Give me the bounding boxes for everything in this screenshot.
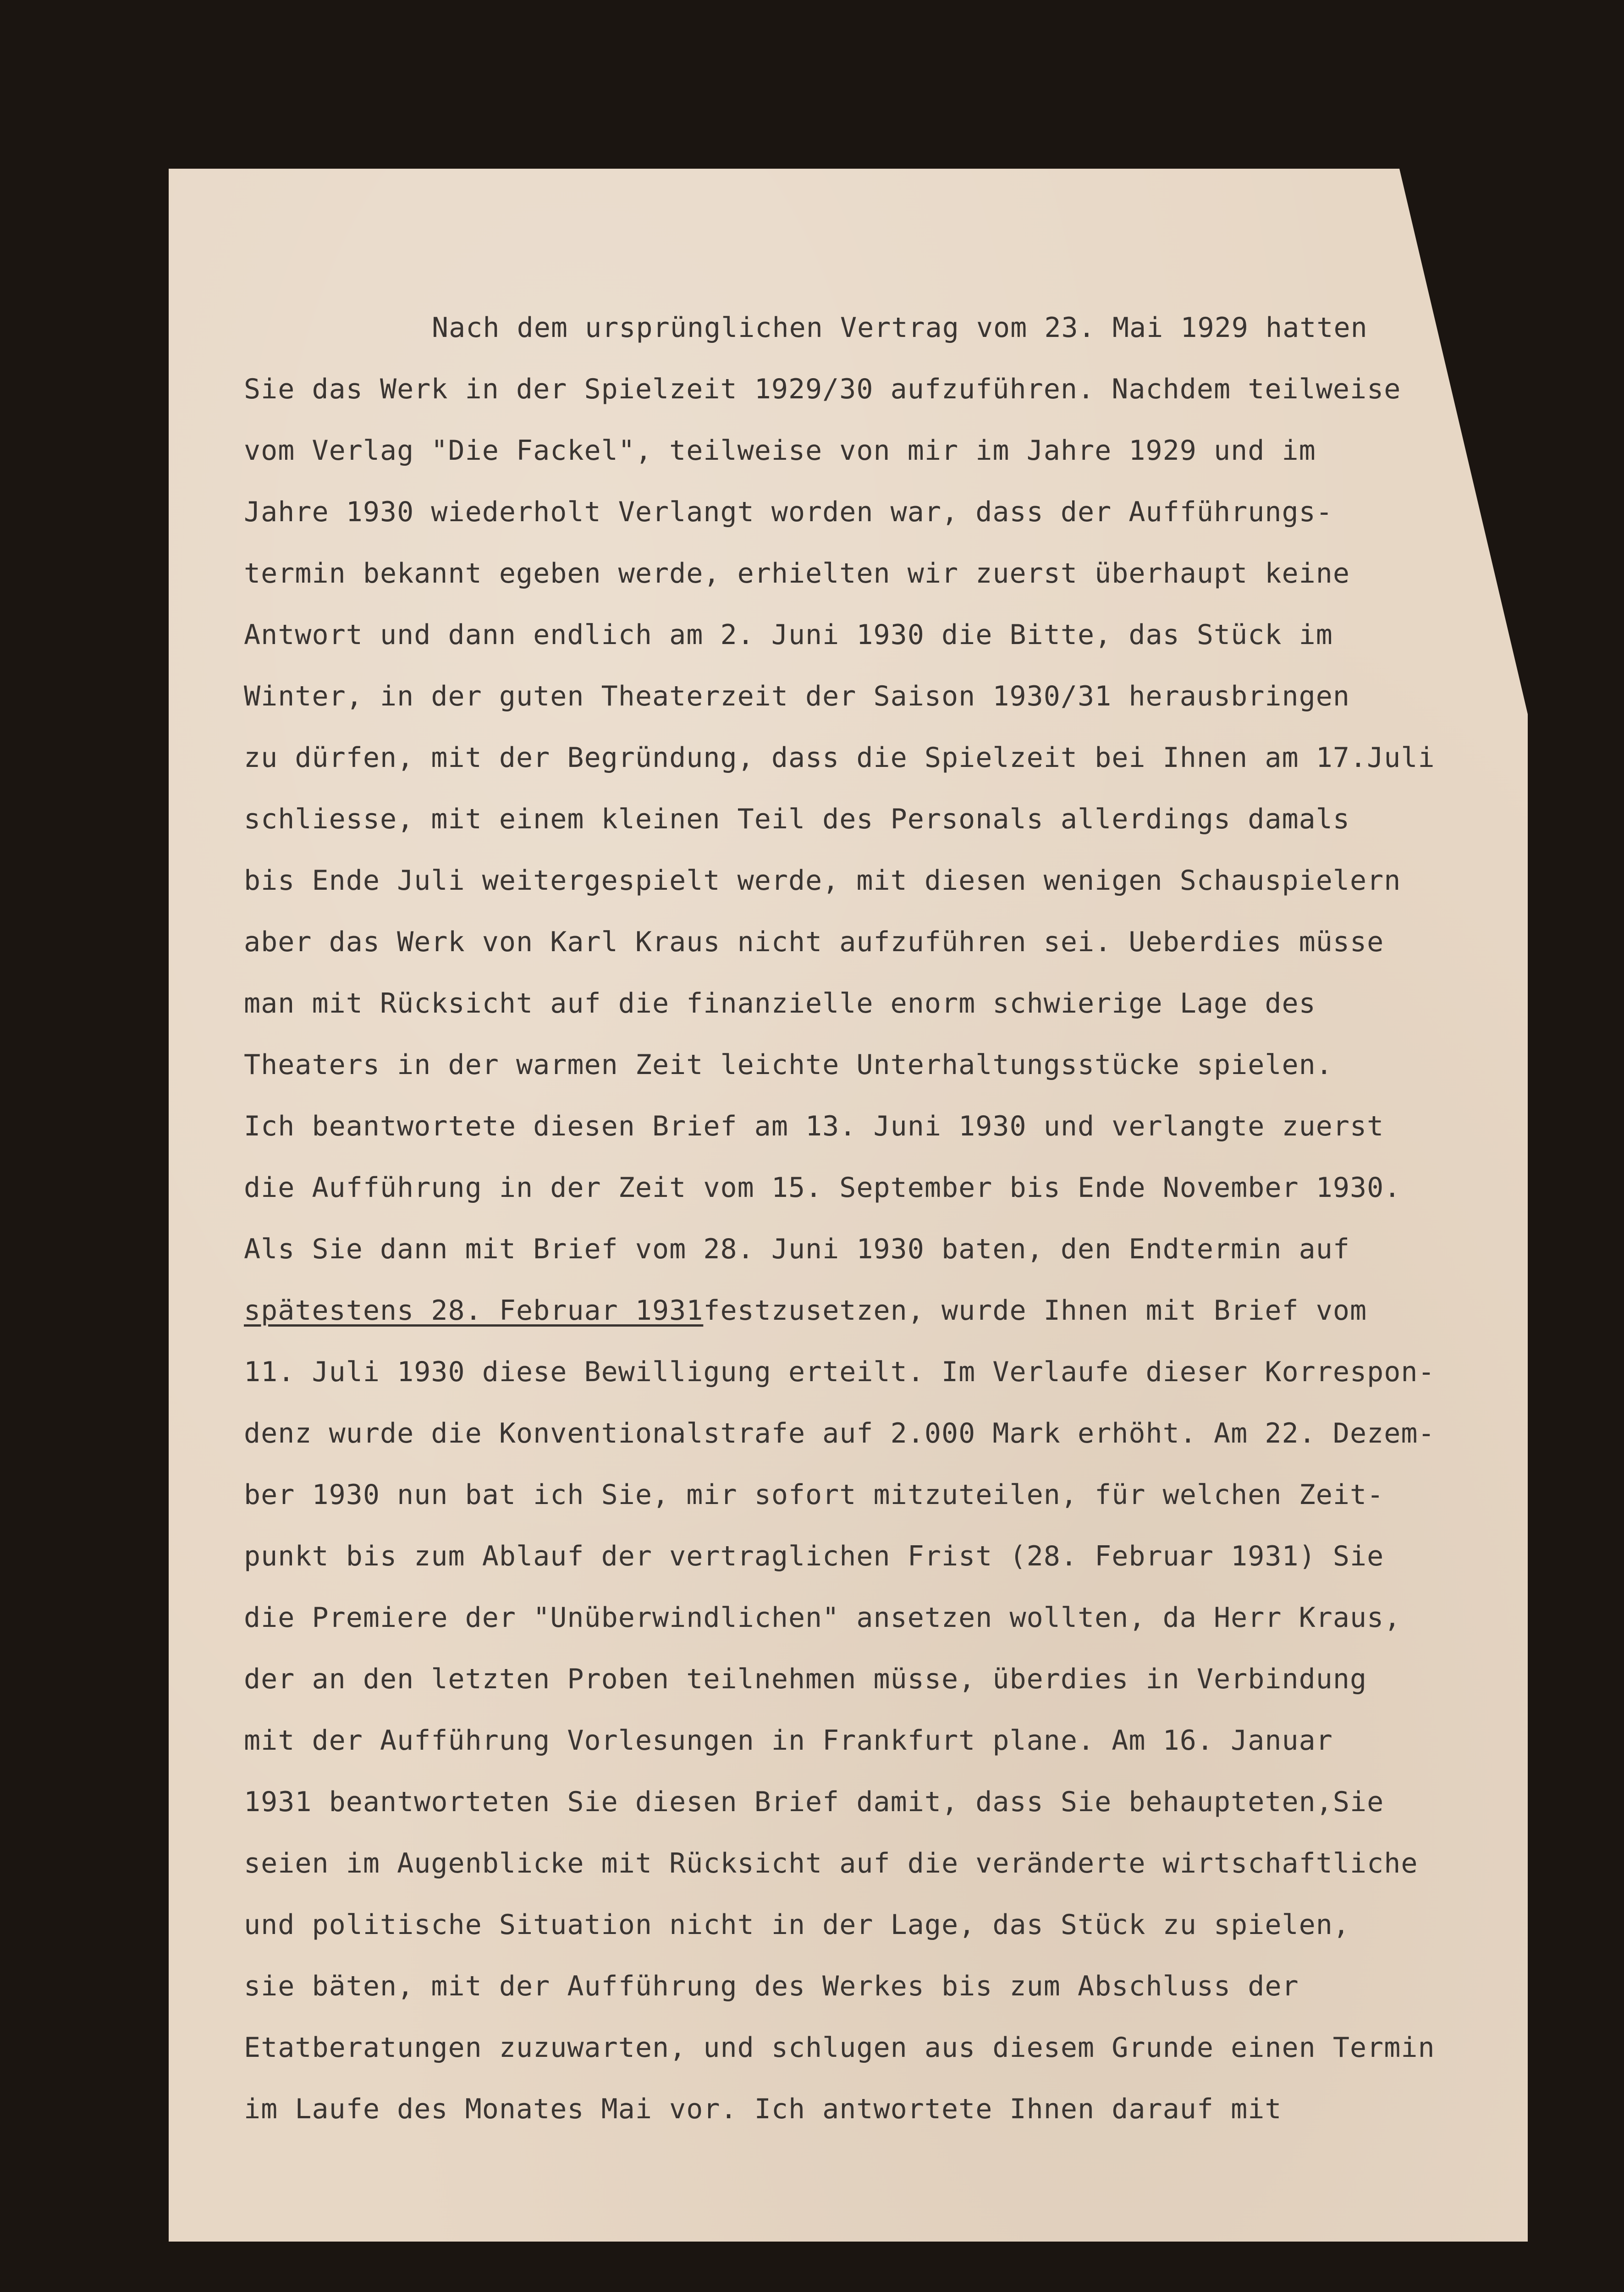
text-line-18: 11. Juli 1930 diese Bewilligung erteilt. Im Verlaufe dieser Korrespon- <box>244 1356 1435 1388</box>
text-line-20: ber 1930 nun bat ich Sie, mir sofort mitzuteilen, für welchen Zeit- <box>244 1479 1384 1511</box>
text-line-27: und politische Situation nicht in der Lage, das Stück zu spielen, <box>244 1909 1350 1941</box>
text-line-19: denz wurde die Konventionalstrafe auf 2.000 Mark erhöht. Am 22. Dezem- <box>244 1417 1435 1449</box>
text-line-17-rest: festzusetzen, wurde Ihnen mit Brief vom <box>703 1295 1367 1327</box>
text-line-21: punkt bis zum Ablauf der vertraglichen Frist (28. Februar 1931) Sie <box>244 1540 1384 1572</box>
text-line-29: Etatberatungen zuzuwarten, und schlugen aus diesem Grunde einen Termin <box>244 2032 1435 2064</box>
text-line-24: mit der Aufführung Vorlesungen in Frankfurt plane. Am 16. Januar <box>244 1725 1333 1757</box>
underlined-deadline: spätestens 28. Februar 1931 <box>244 1295 704 1327</box>
text-line-28: sie bäten, mit der Aufführung des Werkes bis zum Abschluss der <box>244 1970 1299 2002</box>
text-line-10: bis Ende Juli weitergespielt werde, mit diesen wenigen Schauspielern <box>244 865 1401 897</box>
text-line-2: Sie das Werk in der Spielzeit 1929/30 aufzuführen. Nachdem teilweise <box>244 373 1401 405</box>
text-line-8: zu dürfen, mit der Begründung, dass die Spielzeit bei Ihnen am 17.Juli <box>244 742 1435 774</box>
text-line-14: Ich beantwortete diesen Brief am 13. Juni 1930 und verlangte zuerst <box>244 1110 1384 1142</box>
text-line-30: im Laufe des Monates Mai vor. Ich antwortete Ihnen darauf mit <box>244 2093 1282 2125</box>
text-line-15: die Aufführung in der Zeit vom 15. September bis Ende November 1930. <box>244 1172 1401 1204</box>
text-line-4: Jahre 1930 wiederholt Verlangt worden war, dass der Aufführungs- <box>244 496 1333 528</box>
text-line-11: aber das Werk von Karl Kraus nicht aufzuführen sei. Ueberdies müsse <box>244 926 1384 958</box>
text-line-12: man mit Rücksicht auf die finanzielle enorm schwierige Lage des <box>244 987 1316 1019</box>
text-line-25: 1931 beantworteten Sie diesen Brief damit, dass Sie behaupteten,Sie <box>244 1786 1384 1818</box>
text-line-16: Als Sie dann mit Brief vom 28. Juni 1930 baten, den Endtermin auf <box>244 1233 1350 1265</box>
text-line-6: Antwort und dann endlich am 2. Juni 1930 die Bitte, das Stück im <box>244 619 1333 651</box>
text-line-23: der an den letzten Proben teilnehmen müsse, überdies in Verbindung <box>244 1663 1367 1695</box>
letter-body <box>244 297 1527 2140</box>
text-line-22: die Premiere der "Unüberwindlichen" ansetzen wollten, da Herr Kraus, <box>244 1602 1401 1634</box>
text-line-5: termin bekannt egeben werde, erhielten wir zuerst überhaupt keine <box>244 557 1350 590</box>
text-line-9: schliesse, mit einem kleinen Teil des Personals allerdings damals <box>244 803 1350 835</box>
text-line-1: Nach dem ursprünglichen Vertrag vom 23. Mai 1929 hatten <box>432 312 1368 344</box>
text-line-3: vom Verlag "Die Fackel", teilweise von mir im Jahre 1929 und im <box>244 435 1316 467</box>
text-line-7: Winter, in der guten Theaterzeit der Saison 1930/31 herausbringen <box>244 680 1350 712</box>
text-line-26: seien im Augenblicke mit Rücksicht auf die veränderte wirtschaftliche <box>244 1847 1418 1879</box>
text-line-17 <box>244 1280 1527 1341</box>
text-line-13: Theaters in der warmen Zeit leichte Unterhaltungsstücke spielen. <box>244 1049 1333 1081</box>
